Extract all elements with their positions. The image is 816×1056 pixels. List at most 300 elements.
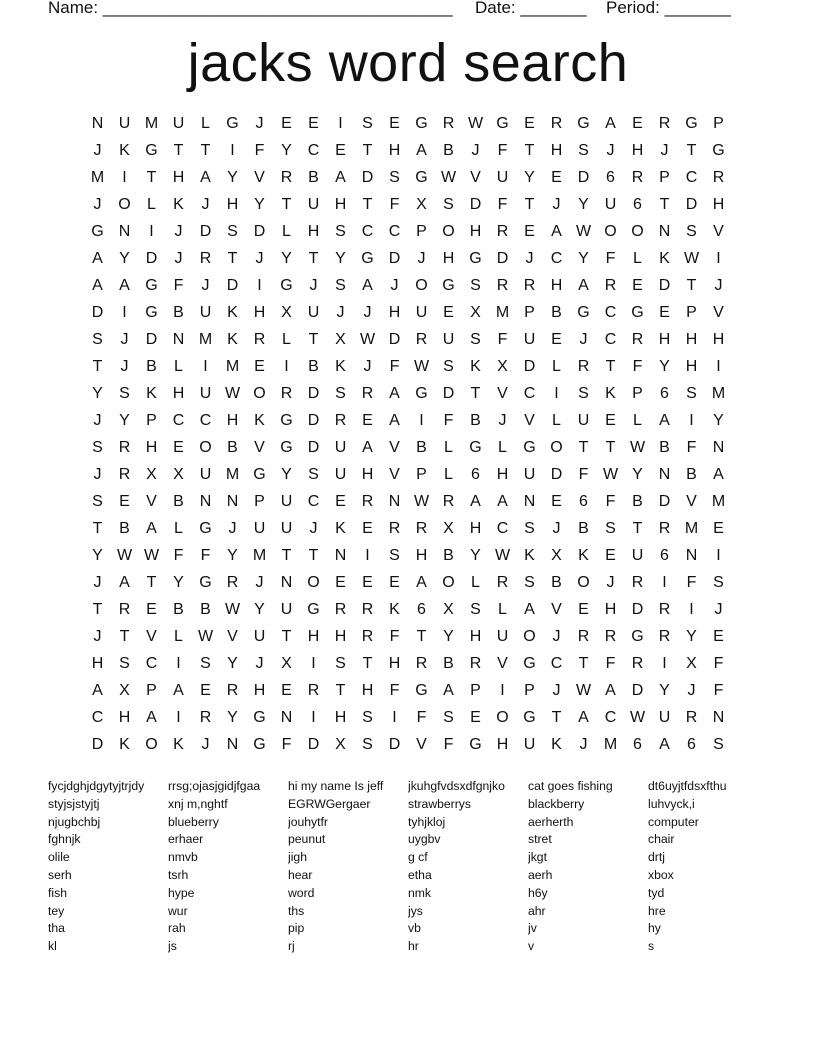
grid-letter: C	[145, 655, 158, 672]
grid-letter: R	[226, 682, 239, 699]
grid-letter: U	[442, 331, 455, 348]
grid-letter: X	[281, 655, 292, 672]
grid-letter: A	[92, 250, 103, 267]
grid-letter: A	[389, 385, 400, 402]
grid-letter: I	[689, 601, 694, 618]
grid-letter: B	[578, 520, 589, 537]
word-list-item: v	[528, 939, 535, 954]
grid-letter: S	[470, 277, 481, 294]
grid-letter: J	[336, 304, 345, 321]
grid-letter: C	[604, 709, 617, 726]
word-list-item: serh	[48, 867, 72, 882]
grid-letter: W	[440, 169, 457, 186]
grid-letter: W	[116, 547, 133, 564]
grid-letter: I	[716, 547, 721, 564]
grid-letter: L	[471, 574, 480, 591]
grid-letter: J	[579, 736, 588, 753]
grid-letter: J	[255, 574, 264, 591]
grid-letter: H	[334, 196, 347, 213]
word-list-item: luhvyck,i	[648, 796, 695, 811]
word-list-item: js	[168, 939, 177, 954]
word-list-item: olile	[48, 850, 70, 865]
grid-letter: C	[307, 142, 320, 159]
grid-letter: T	[119, 628, 130, 645]
grid-letter: U	[658, 709, 671, 726]
word-list-item: hype	[168, 885, 195, 900]
grid-letter: A	[146, 709, 157, 726]
grid-letter: G	[280, 277, 293, 294]
grid-letter: V	[389, 466, 400, 483]
grid-letter: I	[500, 682, 505, 699]
grid-letter: G	[253, 466, 266, 483]
grid-letter: M	[495, 304, 510, 321]
grid-letter: T	[308, 331, 319, 348]
grid-letter: U	[631, 547, 644, 564]
grid-letter: F	[497, 331, 508, 348]
grid-letter: D	[469, 196, 482, 213]
grid-letter: J	[606, 574, 615, 591]
grid-letter: L	[201, 115, 210, 132]
grid-letter: T	[470, 385, 481, 402]
grid-letter: L	[174, 520, 183, 537]
grid-letter: B	[686, 466, 697, 483]
grid-letter: W	[413, 358, 430, 375]
grid-letter: J	[309, 277, 318, 294]
grid-letter: T	[335, 682, 346, 699]
word-list-item: nmvb	[168, 850, 198, 865]
grid-letter: M	[252, 547, 267, 564]
grid-letter: S	[335, 277, 346, 294]
grid-letter: A	[659, 736, 670, 753]
grid-letter: T	[524, 142, 535, 159]
grid-letter: H	[145, 439, 158, 456]
grid-letter: D	[550, 466, 563, 483]
grid-letter: W	[413, 493, 430, 510]
grid-letter: L	[552, 412, 561, 429]
word-list-item: word	[288, 885, 315, 900]
grid-letter: Y	[281, 250, 292, 267]
grid-letter: I	[176, 709, 181, 726]
grid-letter: J	[255, 250, 264, 267]
grid-letter: S	[335, 385, 346, 402]
grid-letter: K	[659, 250, 670, 267]
word-list-item: fghnjk	[48, 832, 81, 847]
grid-letter: E	[578, 601, 589, 618]
grid-letter: S	[119, 385, 130, 402]
grid-letter: T	[362, 142, 373, 159]
grid-letter: B	[443, 547, 454, 564]
grid-letter: B	[308, 169, 319, 186]
grid-letter: H	[388, 655, 401, 672]
grid-letter: H	[658, 331, 671, 348]
grid-letter: Y	[578, 196, 589, 213]
grid-letter: G	[280, 439, 293, 456]
grid-letter: U	[496, 628, 509, 645]
word-list-item: computer	[648, 814, 699, 829]
word-list-item: tha	[48, 921, 65, 936]
grid-letter: G	[253, 736, 266, 753]
grid-letter: E	[362, 574, 373, 591]
grid-letter: T	[686, 277, 697, 294]
grid-letter: U	[307, 304, 320, 321]
word-list-item: s	[648, 939, 655, 954]
grid-letter: M	[225, 358, 240, 375]
grid-letter: I	[122, 169, 127, 186]
grid-letter: E	[713, 628, 724, 645]
grid-letter: G	[442, 277, 455, 294]
word-list-item: jigh	[288, 850, 307, 865]
grid-letter: R	[253, 331, 266, 348]
word-list-item: fycjdghjdgytyjtrjdy	[48, 779, 145, 793]
grid-letter: T	[281, 547, 292, 564]
grid-letter: S	[92, 331, 103, 348]
grid-letter: F	[389, 358, 400, 375]
grid-letter: J	[93, 412, 102, 429]
grid-letter: C	[550, 250, 563, 267]
word-list-item: rj	[288, 939, 295, 954]
grid-letter: L	[498, 439, 507, 456]
word-list-item: hre	[648, 903, 666, 918]
grid-letter: E	[281, 682, 292, 699]
grid-letter: U	[253, 628, 266, 645]
grid-letter: H	[361, 466, 374, 483]
grid-letter: N	[523, 493, 536, 510]
grid-letter: G	[199, 520, 212, 537]
grid-letter: E	[443, 304, 454, 321]
grid-letter: B	[551, 304, 562, 321]
grid-letter: I	[257, 277, 262, 294]
word-list-item: drtj	[648, 850, 665, 865]
grid-letter: B	[173, 304, 184, 321]
grid-letter: K	[227, 304, 238, 321]
grid-letter: J	[201, 277, 210, 294]
grid-letter: X	[551, 547, 562, 564]
grid-letter: A	[362, 277, 373, 294]
grid-letter: J	[201, 196, 210, 213]
grid-letter: E	[173, 439, 184, 456]
grid-letter: L	[444, 439, 453, 456]
grid-letter: S	[470, 331, 481, 348]
grid-letter: R	[658, 115, 671, 132]
grid-letter: J	[579, 331, 588, 348]
grid-letter: I	[662, 655, 667, 672]
grid-letter: N	[172, 331, 185, 348]
grid-letter: H	[388, 142, 401, 159]
grid-letter: X	[173, 466, 184, 483]
grid-letter: T	[578, 439, 589, 456]
grid-letter: S	[362, 736, 373, 753]
word-list-item: peunut	[288, 832, 326, 847]
grid-letter: P	[686, 304, 697, 321]
grid-letter: R	[631, 331, 644, 348]
letter-grid	[84, 113, 732, 761]
grid-letter: V	[686, 493, 697, 510]
grid-letter: Y	[227, 709, 238, 726]
grid-letter: W	[197, 628, 214, 645]
grid-letter: I	[230, 142, 235, 159]
grid-letter: N	[91, 115, 104, 132]
grid-letter: Y	[281, 466, 292, 483]
grid-letter: V	[497, 385, 508, 402]
grid-letter: I	[203, 358, 208, 375]
word-list-item: vb	[408, 921, 421, 936]
grid-letter: J	[687, 682, 696, 699]
word-list-item: jv	[528, 921, 537, 936]
grid-letter: E	[524, 115, 535, 132]
grid-letter: F	[389, 628, 400, 645]
grid-letter: O	[604, 223, 617, 240]
grid-letter: G	[577, 115, 590, 132]
word-list-item: jkuhgfvdsxdfgnjko	[408, 779, 505, 793]
grid-letter: A	[416, 574, 427, 591]
grid-letter: U	[280, 493, 293, 510]
grid-letter: A	[362, 439, 373, 456]
grid-letter: T	[146, 574, 157, 591]
grid-letter: F	[389, 682, 400, 699]
grid-letter: V	[254, 169, 265, 186]
grid-letter: F	[281, 736, 292, 753]
grid-letter: U	[199, 304, 212, 321]
grid-letter: B	[173, 601, 184, 618]
word-list-item: tyd	[648, 885, 665, 900]
grid-letter: G	[631, 304, 644, 321]
grid-letter: J	[552, 628, 561, 645]
grid-letter: T	[578, 655, 589, 672]
grid-letter: P	[146, 682, 157, 699]
grid-letter: U	[118, 115, 131, 132]
grid-letter: O	[523, 628, 536, 645]
grid-letter: E	[362, 412, 373, 429]
word-list-item: EGRWGergaer	[288, 796, 371, 811]
grid-letter: V	[713, 304, 724, 321]
grid-letter: K	[173, 736, 184, 753]
grid-letter: E	[335, 142, 346, 159]
grid-letter: V	[416, 736, 427, 753]
grid-letter: I	[716, 250, 721, 267]
grid-letter: W	[467, 115, 484, 132]
grid-letter: H	[550, 277, 563, 294]
grid-letter: A	[173, 682, 184, 699]
grid-letter: S	[686, 223, 697, 240]
grid-letter: N	[280, 709, 293, 726]
grid-letter: H	[253, 304, 266, 321]
grid-letter: D	[307, 412, 320, 429]
grid-letter: H	[253, 682, 266, 699]
word-list-item: blackberry	[528, 796, 585, 811]
grid-letter: Y	[632, 466, 643, 483]
grid-letter: R	[280, 169, 293, 186]
grid-letter: S	[119, 655, 130, 672]
grid-letter: H	[91, 655, 104, 672]
word-list-item: h6y	[528, 885, 548, 900]
grid-letter: L	[174, 628, 183, 645]
grid-letter: N	[712, 709, 725, 726]
grid-letter: W	[629, 439, 646, 456]
grid-letter: S	[362, 709, 373, 726]
grid-letter: P	[416, 466, 427, 483]
grid-letter: A	[389, 412, 400, 429]
grid-letter: 6	[417, 601, 426, 618]
grid-letter: R	[712, 169, 725, 186]
grid-letter: F	[497, 142, 508, 159]
grid-letter: D	[145, 250, 158, 267]
grid-letter: Y	[227, 547, 238, 564]
grid-letter: K	[254, 412, 265, 429]
grid-letter: D	[145, 331, 158, 348]
grid-letter: T	[173, 142, 184, 159]
grid-letter: V	[470, 169, 481, 186]
word-list-item: chair	[648, 832, 675, 847]
grid-letter: P	[713, 115, 724, 132]
grid-letter: G	[307, 601, 320, 618]
grid-letter: U	[253, 520, 266, 537]
grid-letter: P	[146, 412, 157, 429]
grid-letter: T	[92, 601, 103, 618]
grid-letter: F	[605, 493, 616, 510]
grid-letter: X	[686, 655, 697, 672]
grid-letter: R	[604, 277, 617, 294]
grid-letter: D	[361, 169, 374, 186]
grid-letter: K	[146, 385, 157, 402]
grid-letter: E	[524, 223, 535, 240]
grid-letter: Y	[335, 250, 346, 267]
grid-letter: G	[415, 385, 428, 402]
grid-letter: S	[362, 115, 373, 132]
grid-letter: G	[199, 574, 212, 591]
grid-letter: J	[660, 142, 669, 159]
word-list	[48, 778, 768, 956]
grid-letter: G	[469, 736, 482, 753]
grid-letter: M	[711, 385, 726, 402]
grid-letter: A	[551, 223, 562, 240]
grid-letter: A	[92, 277, 103, 294]
grid-letter: H	[415, 547, 428, 564]
word-list-item: ths	[288, 903, 305, 918]
grid-letter: K	[524, 547, 535, 564]
grid-letter: J	[120, 358, 129, 375]
grid-letter: S	[524, 520, 535, 537]
grid-letter: C	[685, 169, 698, 186]
word-list-item: kl	[48, 939, 57, 954]
grid-letter: C	[496, 520, 509, 537]
grid-letter: V	[713, 223, 724, 240]
grid-letter: D	[631, 601, 644, 618]
grid-letter: C	[388, 223, 401, 240]
grid-letter: 6	[606, 169, 615, 186]
grid-letter: A	[119, 277, 130, 294]
grid-letter: B	[632, 493, 643, 510]
grid-letter: M	[684, 520, 699, 537]
grid-letter: U	[334, 439, 347, 456]
grid-letter: X	[470, 304, 481, 321]
grid-letter: G	[469, 439, 482, 456]
grid-letter: S	[578, 142, 589, 159]
grid-letter: K	[605, 385, 616, 402]
word-list-item: etha	[408, 867, 432, 882]
grid-letter: T	[416, 628, 427, 645]
grid-letter: G	[226, 115, 239, 132]
grid-letter: W	[683, 250, 700, 267]
grid-letter: F	[686, 439, 697, 456]
grid-letter: J	[552, 520, 561, 537]
grid-letter: O	[253, 385, 266, 402]
grid-letter: G	[469, 250, 482, 267]
word-list-item: tyhjkloj	[408, 814, 446, 829]
grid-letter: E	[389, 115, 400, 132]
grid-letter: O	[442, 223, 455, 240]
grid-letter: H	[550, 142, 563, 159]
grid-letter: I	[716, 358, 721, 375]
grid-letter: X	[281, 304, 292, 321]
word-list-item: blueberry	[168, 814, 219, 829]
grid-letter: I	[554, 385, 559, 402]
grid-letter: A	[92, 682, 103, 699]
grid-letter: U	[523, 331, 536, 348]
grid-letter: R	[118, 601, 131, 618]
grid-letter: V	[227, 628, 238, 645]
grid-letter: X	[443, 601, 454, 618]
grid-letter: S	[686, 385, 697, 402]
grid-letter: H	[712, 196, 725, 213]
grid-letter: P	[524, 682, 535, 699]
grid-letter: R	[577, 358, 590, 375]
grid-letter: O	[550, 439, 563, 456]
grid-letter: M	[198, 331, 213, 348]
grid-letter: J	[363, 304, 372, 321]
grid-letter: G	[631, 628, 644, 645]
grid-letter: K	[389, 601, 400, 618]
grid-letter: C	[91, 709, 104, 726]
grid-letter: P	[632, 385, 643, 402]
grid-letter: R	[199, 709, 212, 726]
grid-letter: O	[442, 574, 455, 591]
grid-letter: S	[92, 439, 103, 456]
grid-letter: R	[658, 520, 671, 537]
grid-letter: B	[659, 439, 670, 456]
grid-letter: L	[633, 412, 642, 429]
grid-letter: S	[92, 493, 103, 510]
grid-letter: A	[443, 682, 454, 699]
grid-letter: W	[575, 682, 592, 699]
grid-letter: H	[226, 196, 239, 213]
grid-letter: F	[632, 358, 643, 375]
grid-letter: H	[118, 709, 131, 726]
word-list-item: stret	[528, 832, 552, 847]
grid-letter: N	[226, 736, 239, 753]
grid-letter: F	[200, 547, 211, 564]
grid-letter: N	[658, 223, 671, 240]
grid-letter: F	[713, 682, 724, 699]
grid-letter: J	[606, 142, 615, 159]
grid-letter: N	[334, 547, 347, 564]
grid-letter: V	[389, 439, 400, 456]
grid-letter: O	[631, 223, 644, 240]
grid-letter: F	[173, 277, 184, 294]
grid-letter: C	[172, 412, 185, 429]
grid-letter: O	[415, 277, 428, 294]
grid-letter: T	[659, 196, 670, 213]
grid-letter: I	[365, 547, 370, 564]
grid-letter: T	[362, 196, 373, 213]
grid-letter: Y	[470, 547, 481, 564]
grid-letter: Y	[254, 196, 265, 213]
grid-letter: N	[685, 547, 698, 564]
grid-letter: U	[523, 466, 536, 483]
grid-letter: K	[119, 142, 130, 159]
grid-letter: R	[442, 493, 455, 510]
grid-letter: O	[577, 574, 590, 591]
grid-letter: R	[658, 628, 671, 645]
